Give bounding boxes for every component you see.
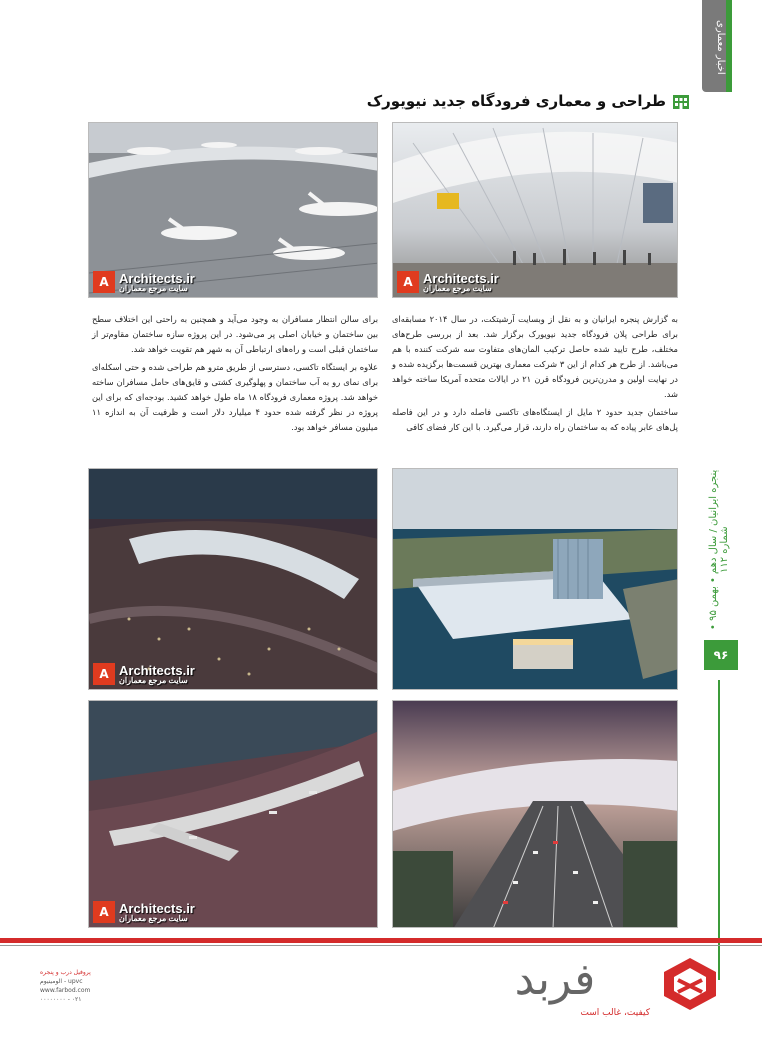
contact-line: www.farbod.com [40,987,91,994]
contact-block [40,968,120,1028]
watermark-brand: Architects.ir [119,270,195,286]
paragraph: علاوه بر ایستگاه تاکسی، دسترسی از طریق مترو هم طراحی شده و حتی اسکله‌ای برای نمای رو به آب ساختمان و پهلوگیری کشتی و قایق‌های حامل مسافران ساخته خواهد شد. پروژه معماری فرودگاه ۱۸ ماه طول خواهد کشید. بودجه‌ای که برای این پروژه در نظر گرفته شده حدود ۴ میلیارد دلار است و ظرفیت آن به اندازه ۱۱ میلیون مسافر خواهد بود. [92,362,378,432]
photo-aerial-night [88,468,378,690]
watermark [397,271,499,293]
highway-terminal-image [393,701,678,928]
watermark-sub: سایت مرجع معماران [119,913,188,923]
footer-rule [0,938,762,943]
contact-line: پروفیل درب و پنجره [40,969,91,976]
photo-airport-apron [88,122,378,298]
paragraph: ساختمان جدید حدود ۲ مایل از ایستگاه‌های تاکسی فاصله دارد و در این فاصله پل‌های عابر پیاده که به ساختمان راه دارند، قرار می‌گیرد. با این کار فضای کافی [392,407,678,432]
section-tab-accent [726,0,732,92]
watermark-brand: Architects.ir [119,662,195,678]
watermark [93,901,195,923]
contact-line: ۰۲۱ - ۰۰۰۰۰۰۰۰ [40,996,82,1003]
farbod-logo [450,950,720,1030]
watermark-sub: سایت مرجع معماران [119,283,188,293]
article-title-row [366,88,690,114]
article-column-left [92,312,378,438]
section-tab [702,0,732,92]
photo-terminal-interior [392,122,678,298]
article-title: طراحی و معماری فرودگاه جدید نیویورک [366,92,666,110]
architects-logo-icon: A [397,271,419,293]
section-tab-label: اخبار معماری [715,19,726,75]
page-number: ۹۶ [704,640,738,670]
watermark-brand: Architects.ir [119,900,195,916]
watermark-sub: سایت مرجع معماران [119,675,188,685]
sidebar-rule [718,680,720,980]
issue-info: پنجره ایرانیان / سال دهم • بهمن ۹۵ • شماره ۱۱۲ [708,469,730,631]
watermark-brand: Architects.ir [423,270,499,286]
paragraph: به گزارش پنجره ایرانیان و به نقل از وبسایت آرشیتکت، در سال ۲۰۱۴ مسابقه‌ای برای طراحی پلان فرودگاه جدید نیویورک برگزار شد. بعد از بررسی طرح‌های مختلف، طرح تایید شده حاصل ترکیب المان‌های متفاوت سه شرکت کننده با هم می‌باشد. از طرح هر کدام از این ۳ شرکت معماری بهترین قسمت‌ها برگزیده شده و در نهایت اولین و مدرن‌ترین فرودگاه قرن ۲۱ در ایالات متحده آمریکا ساخته خواهد شد. [392,314,678,399]
photo-aerial-evening [88,700,378,928]
architects-logo-icon: A [93,663,115,685]
watermark [93,663,195,685]
architects-logo-icon: A [93,901,115,923]
footer-rule-thin [0,945,762,946]
logo-slogan: کیفیت، غالب است [580,1008,650,1018]
photo-highway-terminal [392,700,678,928]
architects-logo-icon: A [93,271,115,293]
building-icon [672,92,690,110]
aerial-evening-image [89,701,378,928]
watermark [93,271,195,293]
article-column-right [392,312,678,438]
contact-line: upvc - الومینیوم [40,978,83,985]
photo-waterfront-pier [392,468,678,690]
watermark-sub: سایت مرجع معماران [423,283,492,293]
logo-text: فربد [514,954,596,1005]
waterfront-pier-image [393,469,678,690]
paragraph: برای سالن انتظار مسافران به وجود می‌آید و همچنین به راحتی این اختلاف سطح بین ساختمان و خیابان اصلی پر می‌شود. در این پروژه سازه ساختمان مقاوم‌تر از ساختمان قبلی است و راه‌های ارتباطی آن به شهر هم تقویت خواهد شد. [92,314,378,354]
aerial-night-image [89,469,378,690]
